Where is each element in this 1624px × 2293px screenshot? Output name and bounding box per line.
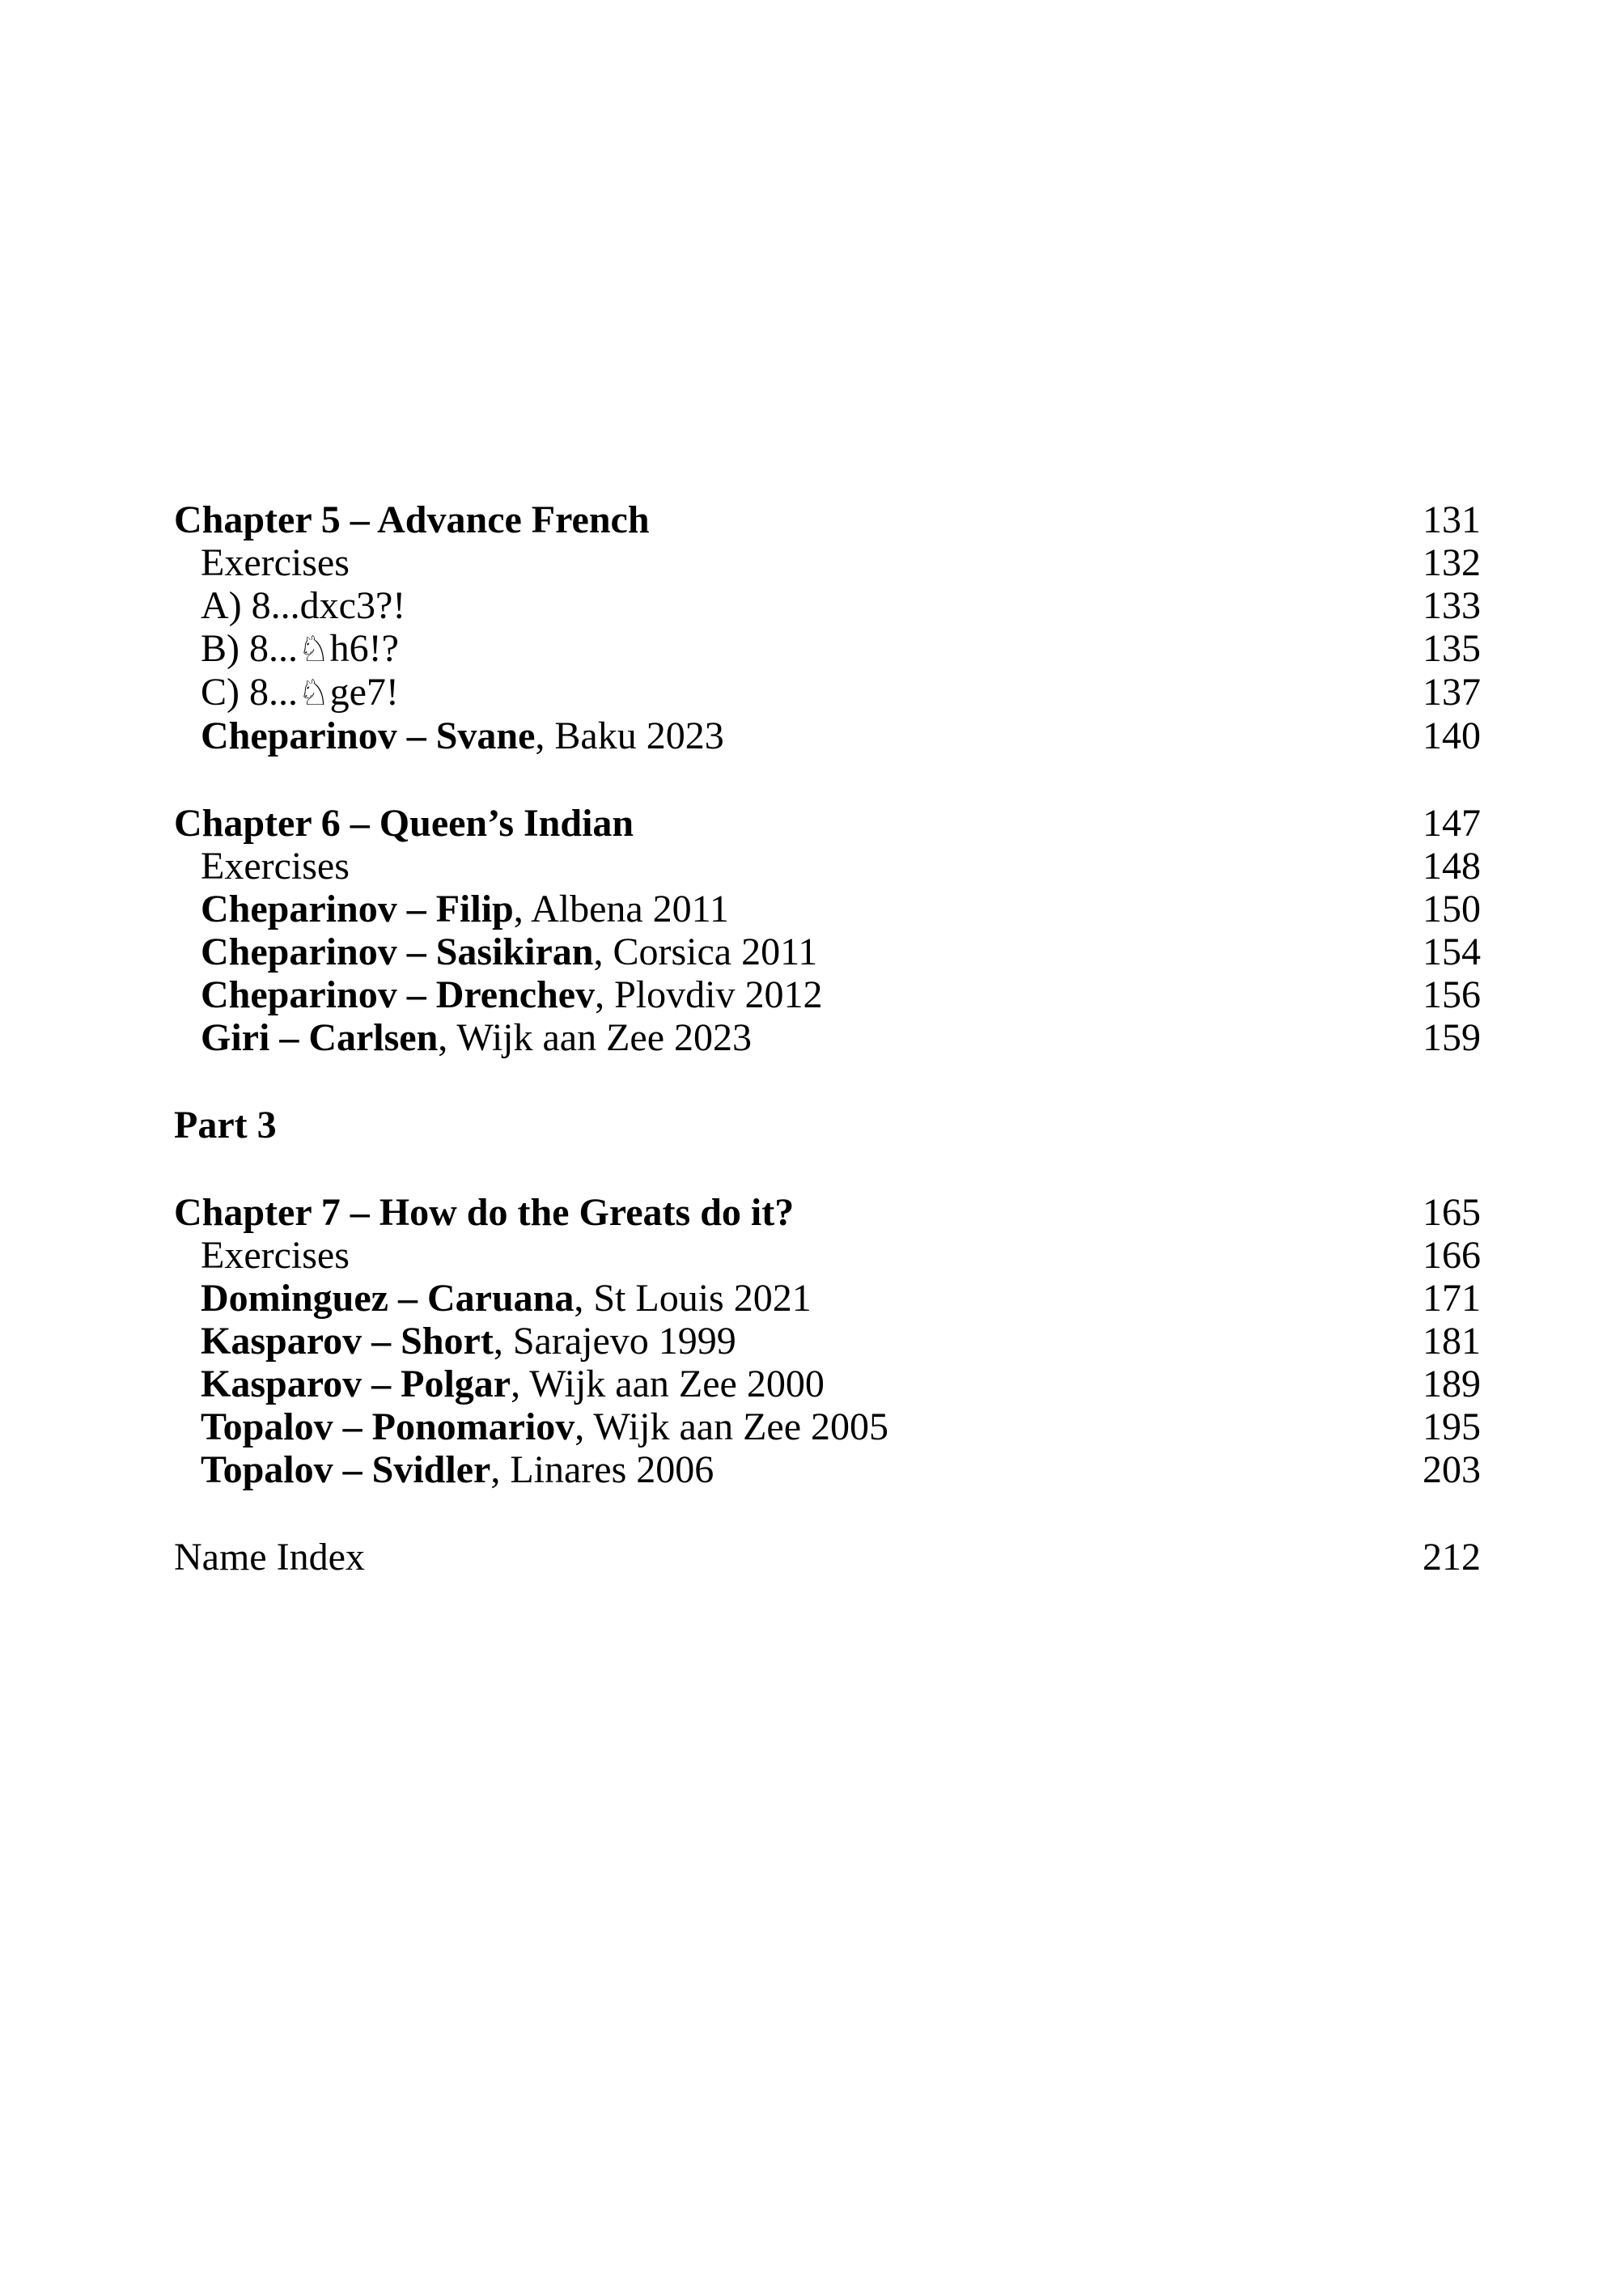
entry-text: Exercises xyxy=(201,845,350,888)
entry-text-after: ge7! xyxy=(329,671,399,714)
entry-text-after: , Wijk aan Zee 2023 xyxy=(438,1016,753,1059)
entry-text: Name Index xyxy=(174,1536,365,1579)
knight-icon: ♘ xyxy=(298,672,330,714)
entry-text-after: , Wijk aan Zee 2005 xyxy=(575,1405,889,1448)
page-number: 131 xyxy=(1423,498,1481,541)
entry-label xyxy=(201,1320,1423,1363)
toc-entry xyxy=(174,973,1481,1016)
name-index-entry xyxy=(174,1536,1481,1579)
entry-label xyxy=(201,584,1423,627)
entry-text-after: , Albena 2011 xyxy=(513,888,729,930)
entry-label xyxy=(201,845,1423,888)
chapter-title: Chapter 6 – Queen’s Indian xyxy=(174,802,634,845)
toc-entry xyxy=(174,671,1481,714)
toc-entry xyxy=(174,1234,1481,1277)
entry-label xyxy=(201,1405,1423,1448)
entry-label xyxy=(201,671,1423,714)
chapter-title: Chapter 7 – How do the Greats do it? xyxy=(174,1191,795,1234)
part-heading xyxy=(174,1104,1481,1146)
entry-text: Exercises xyxy=(201,541,350,584)
toc-entry xyxy=(174,714,1481,757)
page-number: 147 xyxy=(1423,802,1481,845)
chapter-title: Chapter 5 – Advance French xyxy=(174,498,650,541)
chapter-heading xyxy=(174,802,1481,845)
entry-label xyxy=(201,1363,1423,1405)
page-number: 137 xyxy=(1423,671,1481,714)
entry-label xyxy=(201,1448,1423,1491)
page-number: 165 xyxy=(1423,1191,1481,1234)
entry-text-after: , Baku 2023 xyxy=(535,714,724,757)
page-number: 171 xyxy=(1423,1277,1481,1320)
page-number: 195 xyxy=(1423,1405,1481,1448)
toc-entry xyxy=(174,1363,1481,1405)
knight-icon: ♘ xyxy=(298,629,330,670)
entry-label xyxy=(174,1536,1423,1579)
page-number: 148 xyxy=(1423,845,1481,888)
entry-label xyxy=(201,1234,1423,1277)
entry-players: Topalov – Svidler xyxy=(201,1448,491,1491)
toc-entry xyxy=(174,627,1481,671)
page-number: 166 xyxy=(1423,1234,1481,1277)
entry-text-after: , Plovdiv 2012 xyxy=(595,973,823,1016)
entry-text-after: , Wijk aan Zee 2000 xyxy=(511,1363,825,1405)
entry-text: A) 8...dxc3?! xyxy=(201,584,406,627)
chapter-heading xyxy=(174,1191,1481,1234)
entry-players: Giri – Carlsen xyxy=(201,1016,439,1059)
page-number: 154 xyxy=(1423,930,1481,973)
entry-players: Cheparinov – Sasikiran xyxy=(201,930,594,973)
entry-players: Dominguez – Caruana xyxy=(201,1277,575,1320)
page-number: 203 xyxy=(1423,1448,1481,1491)
page-number: 133 xyxy=(1423,584,1481,627)
page-number: 189 xyxy=(1423,1363,1481,1405)
page-number: 140 xyxy=(1423,714,1481,757)
table-of-contents xyxy=(174,498,1481,1579)
entry-players: Cheparinov – Svane xyxy=(201,714,536,757)
entry-text-after: , St Louis 2021 xyxy=(574,1277,812,1320)
page-number: 132 xyxy=(1423,541,1481,584)
toc-entry xyxy=(174,845,1481,888)
entry-label xyxy=(201,541,1423,584)
entry-label xyxy=(201,627,1423,671)
toc-entry xyxy=(174,1016,1481,1059)
entry-players: Kasparov – Polgar xyxy=(201,1363,511,1405)
entry-text: B) 8... xyxy=(201,627,298,670)
page-number: 135 xyxy=(1423,627,1481,670)
entry-players: Cheparinov – Drenchev xyxy=(201,973,596,1016)
entry-players: Kasparov – Short xyxy=(201,1320,494,1363)
page-number: 159 xyxy=(1423,1016,1481,1059)
entry-label xyxy=(201,973,1423,1016)
entry-players: Cheparinov – Filip xyxy=(201,888,514,930)
toc-entry xyxy=(174,584,1481,627)
toc-entry xyxy=(174,1405,1481,1448)
entry-label xyxy=(201,930,1423,973)
toc-entry xyxy=(174,1320,1481,1363)
page-number: 156 xyxy=(1423,973,1481,1016)
entry-label xyxy=(201,888,1423,930)
toc-entry xyxy=(174,541,1481,584)
part-title: Part 3 xyxy=(174,1104,277,1146)
toc-entry xyxy=(174,888,1481,930)
entry-players: Topalov – Ponomariov xyxy=(201,1405,575,1448)
toc-entry xyxy=(174,1277,1481,1320)
toc-entry xyxy=(174,930,1481,973)
entry-text-after: , Corsica 2011 xyxy=(593,930,818,973)
page-number: 212 xyxy=(1423,1536,1481,1579)
entry-text: C) 8... xyxy=(201,671,298,714)
entry-label xyxy=(201,1016,1423,1059)
entry-label xyxy=(201,1277,1423,1320)
page-number: 181 xyxy=(1423,1320,1481,1363)
entry-text-after: h6!? xyxy=(329,627,399,670)
entry-text: Exercises xyxy=(201,1234,350,1277)
toc-entry xyxy=(174,1448,1481,1491)
chapter-heading xyxy=(174,498,1481,541)
entry-label xyxy=(201,714,1423,757)
page-number: 150 xyxy=(1423,888,1481,930)
entry-text-after: , Linares 2006 xyxy=(490,1448,714,1491)
entry-text-after: , Sarajevo 1999 xyxy=(493,1320,736,1363)
